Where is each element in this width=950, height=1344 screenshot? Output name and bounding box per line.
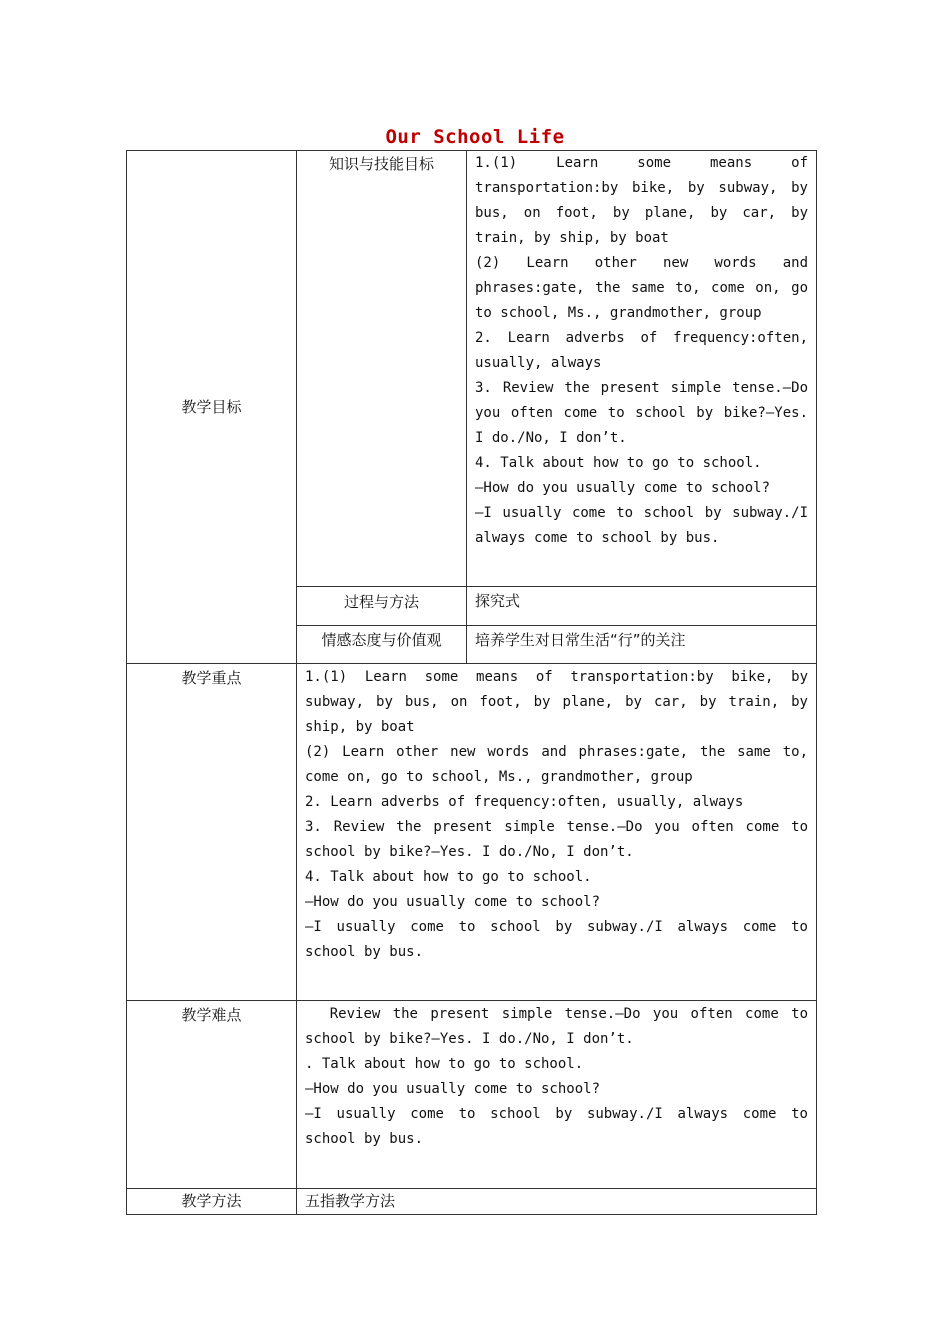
text-line: school by bus.: [305, 1131, 424, 1147]
difficulties-content-cell: [297, 1001, 817, 1189]
text-line: always come to school by bus.: [475, 530, 720, 546]
text-line: —How do you usually come to school?: [305, 1081, 601, 1097]
text-line: 4. Talk about how to go to school.: [475, 455, 762, 471]
text-line: —How do you usually come to school?: [475, 480, 771, 496]
process-value-cell: [467, 587, 817, 626]
text-line: —How do you usually come to school?: [305, 894, 601, 910]
objectives-label-cell: [127, 151, 297, 664]
text-line: school by bus.: [305, 944, 424, 960]
difficulties-label-cell: [127, 1001, 297, 1189]
key-points-label-cell: [127, 664, 297, 1001]
text-line: —I usually come to school by subway./I always come to: [305, 1106, 808, 1122]
text-line: come on, go to school, Ms., grandmother, group: [305, 769, 693, 785]
text-line: 3. Review the present simple tense.—Do you often come to: [305, 819, 808, 835]
knowledge-label-cell: [297, 151, 467, 587]
text-line: bus, on foot, by plane, by car, by: [475, 205, 808, 221]
process-label-cell: [297, 587, 467, 626]
text-line: you often come to school by bike?—Yes.: [475, 405, 808, 421]
attitude-value: 培养学生对日常生活“行”的关注: [475, 631, 686, 649]
text-line: ship, by boat: [305, 719, 415, 735]
text-line: 1.(1) Learn some means of transportation:by bike, by: [305, 669, 808, 685]
text-line: 4. Talk about how to go to school.: [305, 869, 592, 885]
text-line: school by bike?—Yes. I do./No, I don’t.: [305, 844, 634, 860]
difficulties-label: 教学难点: [181, 1006, 242, 1024]
text-line: train, by ship, by boat: [475, 230, 669, 246]
text-line: (2) Learn other new words and: [475, 255, 808, 271]
text-line: 3. Review the present simple tense.—Do: [475, 380, 808, 396]
knowledge-label: 知识与技能目标: [328, 155, 434, 173]
difficulties-content: [305, 1002, 808, 1152]
key-points-content-cell: [297, 664, 817, 1001]
key-points-content: [305, 665, 808, 965]
document-title: Our School Life: [385, 126, 565, 148]
text-line: 2. Learn adverbs of frequency:often,: [475, 330, 808, 346]
text-line: . Talk about how to go to school.: [305, 1056, 584, 1072]
method-value-cell: [297, 1189, 817, 1215]
text-line: —I usually come to school by subway./I always come to: [305, 919, 808, 935]
text-line: —I usually come to school by subway./I: [475, 505, 808, 521]
key-points-label: 教学重点: [181, 669, 242, 687]
text-line: Review the present simple tense.—Do you often come to: [305, 1006, 808, 1022]
text-line: school by bike?—Yes. I do./No, I don’t.: [305, 1031, 634, 1047]
text-line: transportation:by bike, by subway, by: [475, 180, 808, 196]
text-line: usually, always: [475, 355, 602, 371]
objectives-label: 教学目标: [181, 398, 242, 416]
process-label: 过程与方法: [343, 593, 419, 611]
text-line: I do./No, I don’t.: [475, 430, 627, 446]
knowledge-content: [475, 151, 808, 551]
text-line: subway, by bus, on foot, by plane, by car, by train, by: [305, 694, 808, 710]
process-value: 探究式: [475, 592, 521, 610]
text-line: 1.(1) Learn some means of: [475, 155, 808, 171]
method-label-cell: [127, 1189, 297, 1215]
text-line: 2. Learn adverbs of frequency:often, usually, always: [305, 794, 744, 810]
text-line: to school, Ms., grandmother, group: [475, 305, 762, 321]
attitude-label-cell: [297, 626, 467, 664]
attitude-label: 情感态度与价值观: [321, 631, 442, 649]
method-label: 教学方法: [181, 1192, 242, 1210]
attitude-value-cell: [467, 626, 817, 664]
text-line: (2) Learn other new words and phrases:gate, the same to,: [305, 744, 808, 760]
knowledge-content-cell: [467, 151, 817, 587]
text-line: phrases:gate, the same to, come on, go: [475, 280, 808, 296]
method-value: 五指教学方法: [305, 1192, 396, 1210]
lesson-plan-table: [126, 150, 817, 1215]
